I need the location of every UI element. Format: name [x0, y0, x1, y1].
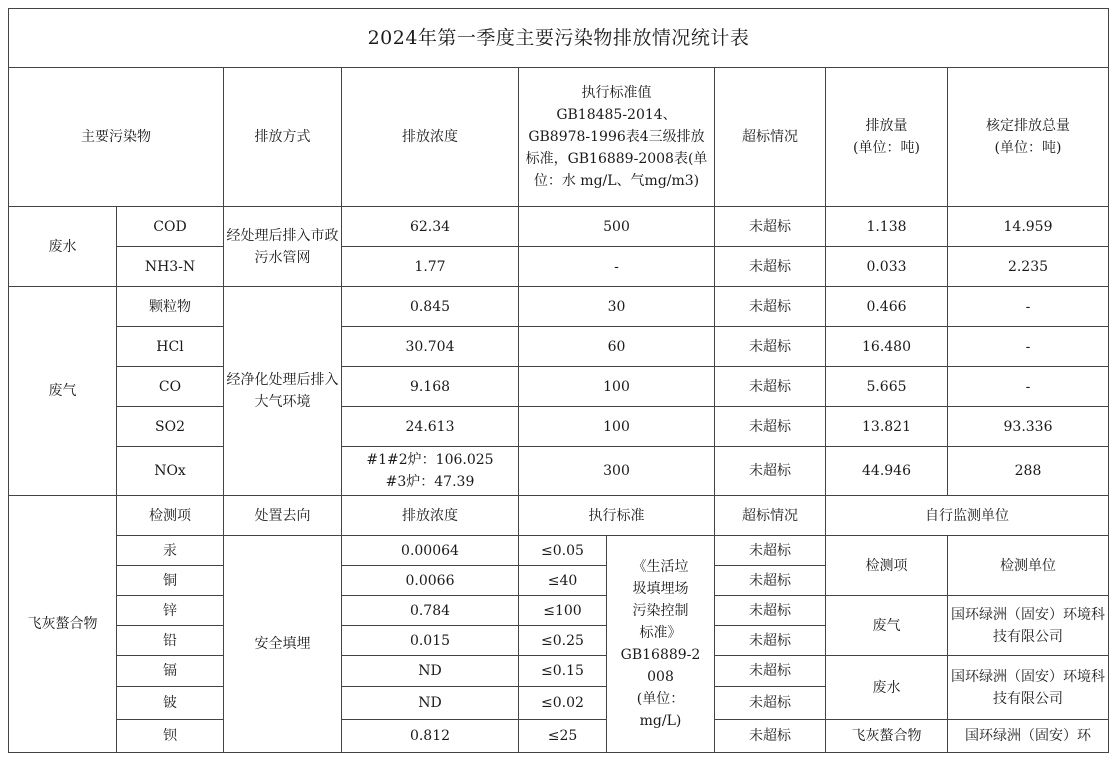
amount-value: 5.665 [826, 367, 948, 407]
table-row [9, 367, 1109, 407]
standard-note-line: 标准》 [639, 625, 682, 641]
total-value: - [948, 327, 1109, 367]
amount-value: 0.466 [826, 287, 948, 327]
pollutant-item: NH3-N [117, 247, 224, 287]
fly-ash-standard-note [607, 536, 715, 753]
header-standard-line: GB8978-1996表4三级排放 [528, 129, 705, 145]
nox-conc-line: #1#2炉：106.025 [366, 452, 494, 468]
waste-gas-method: 经净化处理后排入大气环境 [224, 287, 342, 496]
metal-item: 镉 [117, 656, 224, 687]
metal-limit: ≤0.15 [519, 656, 607, 687]
pollutant-item: HCl [117, 327, 224, 367]
pollutant-item: SO2 [117, 407, 224, 447]
fly-ash-header-standard: 执行标准 [519, 496, 715, 536]
header-standard-line: 位：水 mg/L、气mg/m3) [533, 173, 700, 189]
standard-note-line: 008 [647, 669, 674, 685]
pollutant-item: COD [117, 207, 224, 247]
standard-value: 30 [519, 287, 715, 327]
monitor-item: 飞灰螯合物 [826, 720, 948, 753]
metal-conc: ND [342, 687, 519, 720]
monitor-item: 废气 [826, 596, 948, 656]
metal-conc: ND [342, 656, 519, 687]
amount-value: 16.480 [826, 327, 948, 367]
total-value: 93.336 [948, 407, 1109, 447]
emission-statistics-table [8, 8, 1109, 753]
exceed-status: 未超标 [715, 367, 826, 407]
table-row [9, 656, 1109, 687]
table-title: 2024年第一季度主要污染物排放情况统计表 [9, 9, 1109, 68]
exceed-status: 未超标 [715, 447, 826, 496]
metal-limit: ≤40 [519, 566, 607, 596]
metal-limit: ≤0.25 [519, 626, 607, 656]
group-fly-ash: 飞灰螯合物 [9, 496, 117, 753]
pollutant-item: CO [117, 367, 224, 407]
concentration-value: 62.34 [342, 207, 519, 247]
group-wastewater: 废水 [9, 207, 117, 287]
concentration-value: 24.613 [342, 407, 519, 447]
pollutant-item: 颗粒物 [117, 287, 224, 327]
concentration-value: 0.845 [342, 287, 519, 327]
concentration-value [342, 447, 519, 496]
fly-ash-header-item: 检测项 [117, 496, 224, 536]
header-concentration: 排放浓度 [342, 68, 519, 207]
exceed-status: 未超标 [715, 247, 826, 287]
header-amount [826, 68, 948, 207]
concentration-value: 9.168 [342, 367, 519, 407]
metal-item: 钡 [117, 720, 224, 753]
table-row [9, 447, 1109, 496]
metal-conc: 0.812 [342, 720, 519, 753]
total-value: 14.959 [948, 207, 1109, 247]
monitor-unit: 国环绿洲（固安）环境科技有限公司 [948, 596, 1109, 656]
monitor-unit: 国环绿洲（固安）环 [948, 720, 1109, 753]
metal-item: 锌 [117, 596, 224, 626]
metal-limit: ≤100 [519, 596, 607, 626]
fly-ash-destination: 安全填埋 [224, 536, 342, 753]
table-row [9, 287, 1109, 327]
header-total-line: 核定排放总量 [986, 118, 1070, 134]
metal-conc: 0.00064 [342, 536, 519, 566]
table-row [9, 247, 1109, 287]
header-exceed: 超标情况 [715, 68, 826, 207]
table-row [9, 536, 1109, 566]
header-method: 排放方式 [224, 68, 342, 207]
nox-conc-line: #3炉：47.39 [385, 474, 475, 490]
metal-limit: ≤0.02 [519, 687, 607, 720]
table-row [9, 720, 1109, 753]
standard-value: 500 [519, 207, 715, 247]
header-pollutant: 主要污染物 [9, 68, 224, 207]
table-row [9, 327, 1109, 367]
standard-note-line: GB16889-2 [620, 647, 701, 663]
wastewater-method: 经处理后排入市政污水管网 [224, 207, 342, 287]
table-row [9, 496, 1109, 536]
metal-conc: 0.784 [342, 596, 519, 626]
standard-note-line: 污染控制 [632, 603, 689, 619]
monitor-item: 废水 [826, 656, 948, 720]
exceed-status: 未超标 [715, 327, 826, 367]
pollutant-item: NOx [117, 447, 224, 496]
metal-exceed: 未超标 [715, 656, 826, 687]
monitor-unit-header: 检测单位 [948, 536, 1109, 596]
header-standard-line: 标准，GB16889-2008表(单 [525, 151, 708, 167]
table-row [9, 207, 1109, 247]
exceed-status: 未超标 [715, 287, 826, 327]
monitor-item-header: 检测项 [826, 536, 948, 596]
metal-exceed: 未超标 [715, 596, 826, 626]
total-value: - [948, 367, 1109, 407]
standard-note-line: (单位： [636, 691, 685, 707]
exceed-status: 未超标 [715, 407, 826, 447]
metal-exceed: 未超标 [715, 536, 826, 566]
fly-ash-header-monitor-unit: 自行监测单位 [826, 496, 1109, 536]
standard-value: 100 [519, 367, 715, 407]
total-value: 2.235 [948, 247, 1109, 287]
amount-value: 13.821 [826, 407, 948, 447]
standard-note-line: 圾填埋场 [632, 581, 689, 597]
metal-exceed: 未超标 [715, 720, 826, 753]
amount-value: 44.946 [826, 447, 948, 496]
metal-limit: ≤0.05 [519, 536, 607, 566]
metal-exceed: 未超标 [715, 626, 826, 656]
header-amount-line: 排放量 [865, 118, 908, 134]
amount-value: 1.138 [826, 207, 948, 247]
standard-value: 60 [519, 327, 715, 367]
header-standard-line: 执行标准值 [581, 85, 652, 101]
metal-conc: 0.0066 [342, 566, 519, 596]
standard-note-line: mg/L) [639, 713, 682, 729]
header-standard-line: GB18485-2014、 [556, 107, 677, 123]
metal-conc: 0.015 [342, 626, 519, 656]
metal-exceed: 未超标 [715, 566, 826, 596]
header-total [948, 68, 1109, 207]
fly-ash-header-exceed: 超标情况 [715, 496, 826, 536]
standard-value: 300 [519, 447, 715, 496]
metal-item: 铜 [117, 566, 224, 596]
concentration-value: 1.77 [342, 247, 519, 287]
table-row [9, 596, 1109, 626]
metal-item: 铅 [117, 626, 224, 656]
metal-limit: ≤25 [519, 720, 607, 753]
total-value: - [948, 287, 1109, 327]
standard-value: - [519, 247, 715, 287]
standard-note-line: 《生活垃 [632, 559, 689, 575]
fly-ash-header-destination: 处置去向 [224, 496, 342, 536]
total-value: 288 [948, 447, 1109, 496]
exceed-status: 未超标 [715, 207, 826, 247]
standard-value: 100 [519, 407, 715, 447]
metal-item: 铍 [117, 687, 224, 720]
amount-value: 0.033 [826, 247, 948, 287]
table-row [9, 407, 1109, 447]
fly-ash-header-conc: 排放浓度 [342, 496, 519, 536]
header-standard [519, 68, 715, 207]
header-amount-line: (单位：吨) [853, 140, 920, 156]
metal-exceed: 未超标 [715, 687, 826, 720]
group-waste-gas: 废气 [9, 287, 117, 496]
monitor-unit: 国环绿洲（固安）环境科技有限公司 [948, 656, 1109, 720]
metal-item: 汞 [117, 536, 224, 566]
header-total-line: (单位：吨) [994, 140, 1062, 156]
concentration-value: 30.704 [342, 327, 519, 367]
